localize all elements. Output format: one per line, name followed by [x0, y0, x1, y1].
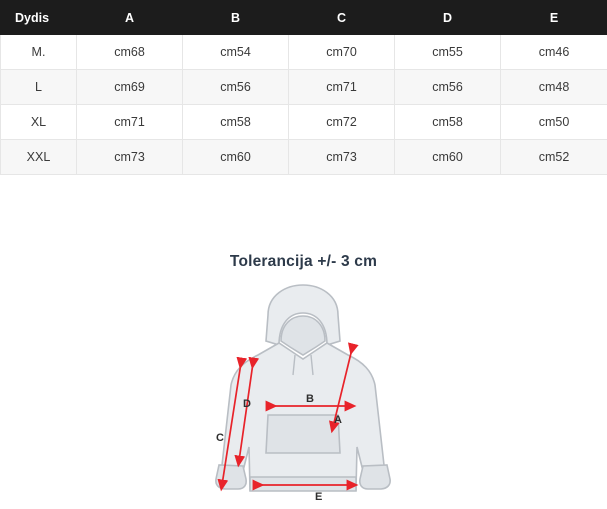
size-table-head — [1, 1, 607, 35]
cell-b: cm58 — [183, 105, 289, 140]
cell-d: cm56 — [395, 70, 501, 105]
cell-b: cm54 — [183, 35, 289, 70]
cell-a: cm69 — [77, 70, 183, 105]
cell-d: cm58 — [395, 105, 501, 140]
cell-c: cm71 — [289, 70, 395, 105]
right-cuff — [360, 465, 390, 489]
table-row — [1, 105, 607, 140]
row-size-label: XL — [1, 105, 77, 140]
column-header-b: B — [183, 1, 289, 35]
label-a: A — [334, 414, 342, 426]
cell-e: cm50 — [501, 105, 607, 140]
tolerance-note: Tolerancija +/- 3 cm — [229, 253, 378, 270]
size-table-body — [1, 35, 607, 175]
column-header-a: A — [77, 1, 183, 35]
label-e: E — [315, 491, 323, 503]
cell-a: cm73 — [77, 140, 183, 175]
table-row — [1, 35, 607, 70]
cell-c: cm73 — [289, 140, 395, 175]
table-header-row — [1, 1, 607, 35]
cell-d: cm55 — [395, 35, 501, 70]
row-size-label: XXL — [1, 140, 77, 175]
label-b: B — [306, 393, 314, 405]
cell-e: cm48 — [501, 70, 607, 105]
table-row — [1, 140, 607, 175]
cell-a: cm71 — [77, 105, 183, 140]
cell-e: cm46 — [501, 35, 607, 70]
column-header-e: E — [501, 1, 607, 35]
cell-b: cm56 — [183, 70, 289, 105]
cell-e: cm52 — [501, 140, 607, 175]
cell-d: cm60 — [395, 140, 501, 175]
cell-b: cm60 — [183, 140, 289, 175]
front-pocket — [266, 415, 340, 453]
size-table — [0, 0, 607, 175]
hoodie-measurement-illustration — [0, 275, 607, 505]
cell-a: cm68 — [77, 35, 183, 70]
table-row — [1, 70, 607, 105]
measurement-diagram-section — [0, 175, 607, 505]
column-header-dydis: Dydis — [1, 1, 77, 35]
hoodie-shape — [216, 285, 390, 491]
label-d: D — [243, 398, 251, 410]
cell-c: cm70 — [289, 35, 395, 70]
column-header-c: C — [289, 1, 395, 35]
cell-c: cm72 — [289, 105, 395, 140]
column-header-d: D — [395, 1, 501, 35]
label-c: C — [216, 432, 224, 444]
left-cuff — [216, 465, 246, 489]
row-size-label: M. — [1, 35, 77, 70]
bottom-hem — [250, 477, 356, 491]
row-size-label: L — [1, 70, 77, 105]
